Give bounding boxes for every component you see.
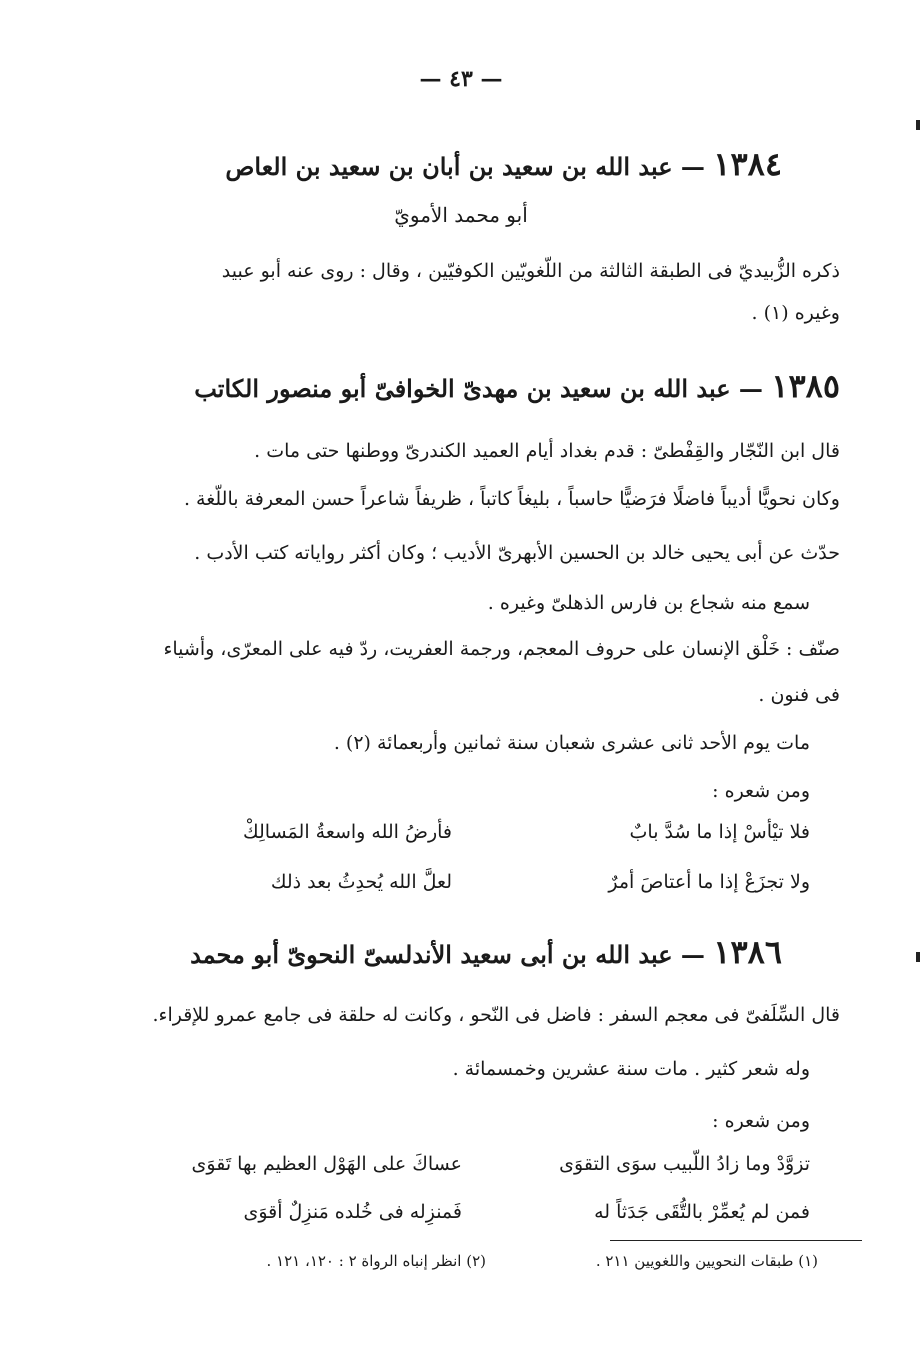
paragraph-line: قال ابن النّجّار والقِفْطىّ : قدم بغداد أيام العميد الكندرىّ ووطنها حتى مات . <box>254 440 840 462</box>
footnote: (١) طبقات النحويين واللغويين ٢١١ . <box>595 1252 818 1270</box>
paragraph-line: قال السِّلَفىّ فى معجم السفر : فاضل فى النّحو ، وكانت له حلقة فى جامع عمرو للإقراء. <box>152 1004 840 1026</box>
paragraph-line: حدّث عن أبى يحيى خالد بن الحسين الأبهرىّ الأديب ؛ وكان أكثر رواياته كتب الأدب . <box>194 542 840 564</box>
entry-number: ١٣٨٤ <box>713 145 782 183</box>
poetry-intro: ومن شعره : <box>712 1110 810 1132</box>
verse-hemistich: ولا تجزَعْ إذا ما أعتاصَ أمرٌ <box>608 871 810 893</box>
entry-title: — عبد الله بن أبى سعيد الأندلسىّ النحوىّ أبو محمد <box>190 940 705 969</box>
footnote-rule <box>610 1240 862 1241</box>
verse-hemistich: فأرضُ الله واسعةُ المَسالِكْ <box>243 821 452 843</box>
paragraph-line: وغيره (١) . <box>751 302 840 324</box>
entry-number: ١٣٨٦ <box>713 933 782 971</box>
paragraph-line: صنّف : خَلْق الإنسان على حروف المعجم، ورجمة العفريت، ردّ فيه على المعرّى، وأشياء <box>163 638 840 660</box>
entry-heading-1384 <box>225 144 782 187</box>
verse-hemistich: عساكَ على الهَوْل العظيم بها تَقوَى <box>191 1153 462 1175</box>
verse-hemistich: فلا تيْأسْ إذا ما سُدَّ بابٌ <box>629 821 810 843</box>
entry-title: — عبد الله بن سعيد بن مهدىّ الخوافىّ أبو منصور الكاتب <box>194 374 763 403</box>
paragraph-line: ذكره الزُّبيديّ فى الطبقة الثالثة من اللّغويّين الكوفيّين ، وقال : روى عنه أبو عبيد <box>221 260 840 282</box>
paragraph-line: سمع منه شجاع بن فارس الذهلىّ وغيره . <box>487 592 810 614</box>
verse-hemistich: فمن لم يُعمِّرْ بالتُّقَى جَدَثاً له <box>594 1201 810 1223</box>
verse-hemistich: فَمنزِله فى خُلده مَنزِلٌ أقوَى <box>243 1201 462 1223</box>
paragraph-line: وكان نحويًّا أديباً فاضلًا فرَضيًّا حاسباً ، بليغاً كاتباً ، ظريفاً شاعراً حسن المعرفة باللّغة . <box>183 488 840 510</box>
entry-heading-1385 <box>194 366 840 409</box>
verse-hemistich: تزوَّدْ وما زادُ اللّبيب سوَى التقوَى <box>559 1153 810 1175</box>
entry-subtitle: أبو محمد الأمويّ <box>394 203 528 227</box>
verse-hemistich: لعلَّ الله يُحدِثُ بعد ذلك <box>270 871 452 893</box>
paragraph-line: وله شعر كثير . مات سنة عشرين وخمسمائة . <box>452 1058 810 1080</box>
scan-mark <box>916 952 920 962</box>
entry-number: ١٣٨٥ <box>771 367 840 405</box>
entry-heading-1386 <box>190 932 782 975</box>
scan-mark <box>916 120 920 130</box>
footnote: (٢) انظر إنباه الرواة ٢ : ١٢٠، ١٢١ . <box>266 1252 486 1270</box>
entry-title: — عبد الله بن سعيد بن أبان بن سعيد بن العاص <box>225 152 705 181</box>
poetry-intro: ومن شعره : <box>712 780 810 802</box>
paragraph-line: فى فنون . <box>758 684 840 706</box>
paragraph-line: مات يوم الأحد ثانى عشرى شعبان سنة ثمانين وأربعمائة (٢) . <box>333 732 810 754</box>
page-number: — ٤٣ — <box>419 66 503 92</box>
